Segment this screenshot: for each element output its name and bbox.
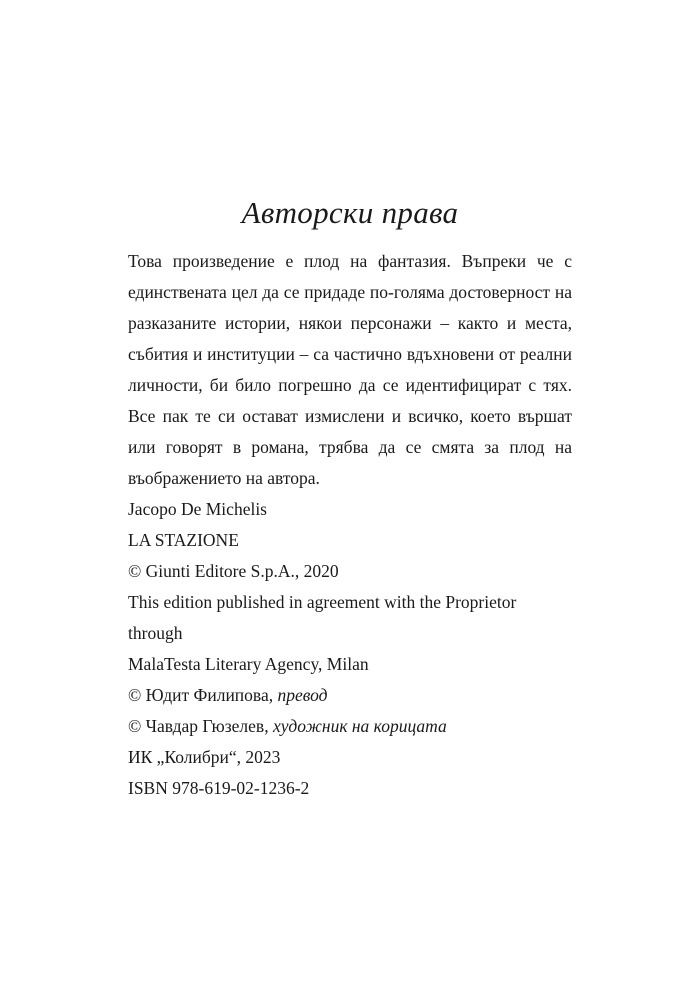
original-title: LA STAZIONE xyxy=(128,530,239,550)
isbn-line: ISBN 978-619-02-1236-2 xyxy=(128,778,310,798)
cover-artist-role: художник на корицата xyxy=(272,716,447,736)
cover-artist-credit xyxy=(128,711,572,742)
author-name: Jacopo De Michelis xyxy=(128,499,267,519)
page-title: Авторски права xyxy=(241,195,459,230)
copyright-content xyxy=(128,246,572,804)
original-copyright: © Giunti Editore S.p.A., 2020 xyxy=(128,561,339,581)
translator-credit xyxy=(128,680,572,711)
literary-agency: MalaTesta Literary Agency, Milan xyxy=(128,654,369,674)
agreement-line-2: through xyxy=(128,623,183,643)
publisher-line: ИК „Колибри“, 2023 xyxy=(128,747,281,767)
agreement-line-1: This edition published in agreement with the Proprietor xyxy=(128,592,517,612)
translator-name: © Юдит Филипова, xyxy=(128,685,278,705)
cover-artist-name: © Чавдар Гюзелев, xyxy=(128,716,273,736)
fiction-notice: Това произведение е плод на фантазия. Въпреки че с единствената цел да се придаде по-голяма достоверност на разказаните истории, някои персонажи – както и места, събития и институции – са частично вдъхновени от реални личности, би било погрешно да се идентифицират с тях. Все пак те си остават измислени и всичко, което вършат или говорят в романа, трябва да се смята за плод на въображението на автора. xyxy=(128,251,572,488)
publication-details xyxy=(128,494,572,804)
translator-role: превод xyxy=(277,685,328,705)
